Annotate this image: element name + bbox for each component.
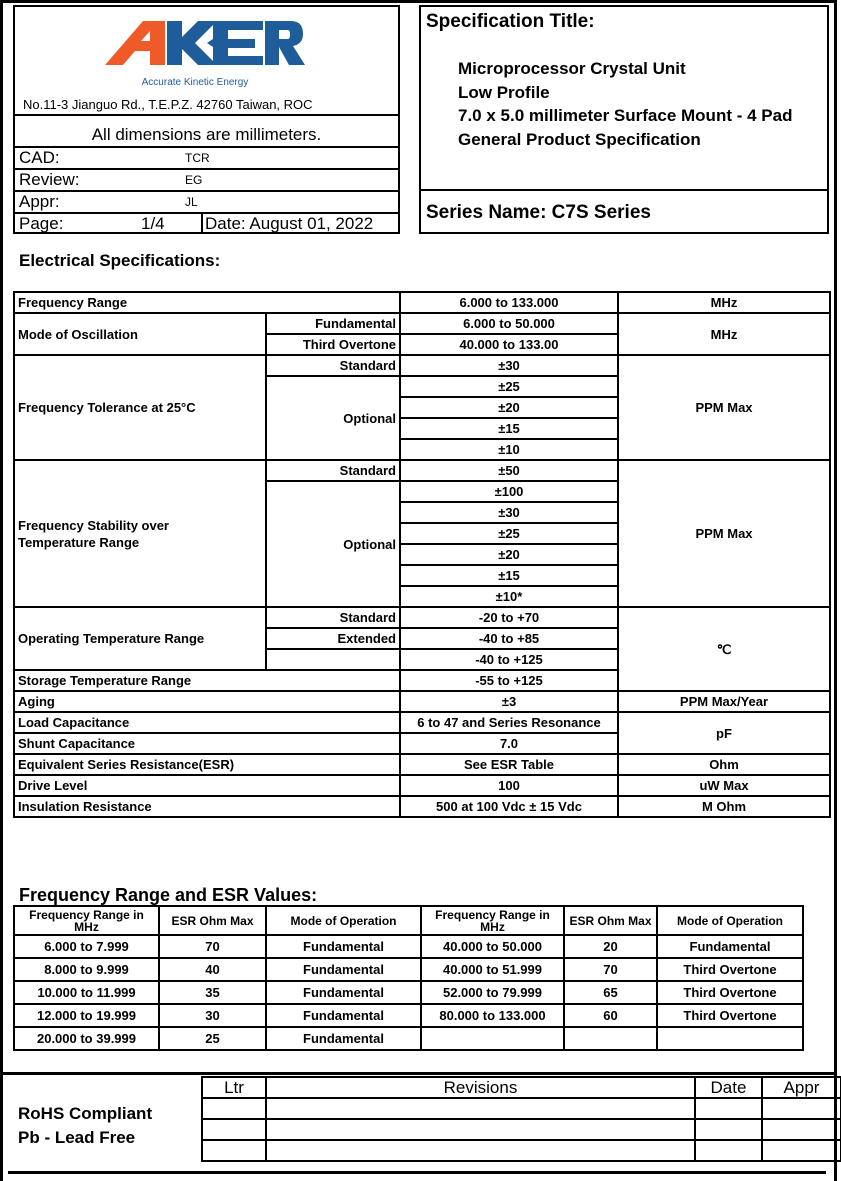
param-value: -40 to +85 <box>400 628 618 649</box>
table-cell <box>421 1027 564 1050</box>
table-cell <box>695 1098 762 1119</box>
table-cell: 10.000 to 11.999 <box>14 981 159 1004</box>
param-sub-label: Standard <box>266 355 400 376</box>
table-cell <box>695 1140 762 1161</box>
param-unit: uW Max <box>618 775 830 796</box>
param-label: Shunt Capacitance <box>14 733 400 754</box>
appr-value: JL <box>185 195 198 209</box>
param-sub-label: Fundamental <box>266 313 400 334</box>
table-row <box>14 1004 803 1027</box>
param-value: 6.000 to 133.000 <box>400 292 618 313</box>
table-row <box>14 775 830 796</box>
param-value: 100 <box>400 775 618 796</box>
column-header: Date <box>695 1077 762 1098</box>
param-label: Aging <box>14 691 400 712</box>
spec-title-line: 7.0 x 5.0 millimeter Surface Mount - 4 Pad <box>458 106 793 125</box>
appr-label: Appr: <box>19 192 60 211</box>
param-value: -40 to +125 <box>400 649 618 670</box>
param-label <box>14 460 266 607</box>
table-row <box>14 691 830 712</box>
param-value: ±30 <box>400 502 618 523</box>
param-value: ±20 <box>400 397 618 418</box>
table-header-row <box>202 1077 841 1098</box>
rohs-compliant-text: RoHS Compliant <box>18 1104 153 1123</box>
table-cell <box>202 1119 266 1140</box>
param-label-line: Frequency Stability over <box>18 517 169 533</box>
bottom-rule <box>8 1171 826 1174</box>
param-value: -20 to +70 <box>400 607 618 628</box>
electrical-specs-title: Electrical Specifications: <box>19 251 221 270</box>
divider <box>15 190 398 192</box>
table-cell <box>266 1119 695 1140</box>
param-value: 500 at 100 Vdc ± 15 Vdc <box>400 796 618 817</box>
param-sub-label: Standard <box>266 607 400 628</box>
param-value: ±15 <box>400 418 618 439</box>
cad-label: CAD: <box>19 148 60 167</box>
param-value: See ESR Table <box>400 754 618 775</box>
param-unit: MHz <box>618 313 830 355</box>
table-row <box>202 1098 841 1119</box>
table-cell: 70 <box>564 958 657 981</box>
spec-title-line: General Product Specification <box>458 129 701 149</box>
param-value: ±25 <box>400 376 618 397</box>
table-cell: Third Overtone <box>657 958 803 981</box>
table-cell: Fundamental <box>266 935 421 958</box>
column-header: Appr <box>762 1077 841 1098</box>
param-label: Frequency Range <box>14 292 400 313</box>
param-unit: PPM Max/Year <box>618 691 830 712</box>
param-value: ±50 <box>400 460 618 481</box>
esr-values-table <box>13 905 804 1051</box>
param-value: 40.000 to 133.00 <box>400 334 618 355</box>
table-row <box>14 981 803 1004</box>
table-cell <box>266 1140 695 1161</box>
table-cell: 70 <box>159 935 266 958</box>
table-row <box>14 796 830 817</box>
param-value: ±25 <box>400 523 618 544</box>
table-cell: Fundamental <box>657 935 803 958</box>
review-label: Review: <box>19 170 80 189</box>
param-unit: PPM Max <box>618 355 830 460</box>
table-row <box>14 935 803 958</box>
lead-free-text: Pb - Lead Free <box>18 1128 136 1147</box>
table-cell <box>762 1140 841 1161</box>
table-row <box>14 958 803 981</box>
param-value: ±10* <box>400 586 618 607</box>
column-header: ESR Ohm Max <box>564 906 657 935</box>
logo-tagline: Accurate Kinetic Energy <box>141 77 249 88</box>
param-sub-label: Third Overtone <box>266 334 400 355</box>
table-row <box>202 1119 841 1140</box>
compliance-notes <box>18 1102 152 1150</box>
param-value: ±100 <box>400 481 618 502</box>
param-label: Mode of Oscillation <box>14 313 266 355</box>
param-label: Storage Temperature Range <box>14 670 400 691</box>
column-header: Frequency Range in MHz <box>421 906 564 935</box>
param-value: 7.0 <box>400 733 618 754</box>
page-label: Page: <box>19 214 64 233</box>
table-cell: Fundamental <box>266 981 421 1004</box>
param-value: ±15 <box>400 565 618 586</box>
company-address: No.11-3 Jianguo Rd., T.E.P.Z. 42760 Taiwan, ROC <box>23 97 313 112</box>
table-cell: Fundamental <box>266 958 421 981</box>
column-header: Revisions <box>266 1077 695 1098</box>
param-value: 6 to 47 and Series Resonance <box>400 712 618 733</box>
table-cell <box>564 1027 657 1050</box>
param-sub-label: Optional <box>266 376 400 460</box>
spec-title-box <box>419 5 829 234</box>
table-row <box>14 313 830 334</box>
param-label: Equivalent Series Resistance(ESR) <box>14 754 400 775</box>
param-value: ±10 <box>400 439 618 460</box>
table-cell: 80.000 to 133.000 <box>421 1004 564 1027</box>
table-cell <box>266 1098 695 1119</box>
column-header: Mode of Operation <box>657 906 803 935</box>
table-cell: 20 <box>564 935 657 958</box>
spec-title-label: Specification Title: <box>426 11 595 32</box>
table-cell: 40 <box>159 958 266 981</box>
spec-title-lines <box>458 57 792 151</box>
table-cell <box>202 1140 266 1161</box>
aker-logo-icon <box>95 17 305 77</box>
param-value: ±20 <box>400 544 618 565</box>
param-label: Load Capacitance <box>14 712 400 733</box>
table-cell: 60 <box>564 1004 657 1027</box>
table-cell <box>762 1098 841 1119</box>
column-header: ESR Ohm Max <box>159 906 266 935</box>
param-label: Insulation Resistance <box>14 796 400 817</box>
table-header-row <box>14 906 803 935</box>
footer-divider <box>3 1072 834 1075</box>
param-unit: M Ohm <box>618 796 830 817</box>
param-label: Operating Temperature Range <box>14 607 266 670</box>
dimensions-note: All dimensions are millimeters. <box>91 125 322 144</box>
column-header: Ltr <box>202 1077 266 1098</box>
param-unit: MHz <box>618 292 830 313</box>
cad-value: TCR <box>185 151 210 165</box>
table-row <box>14 1027 803 1050</box>
page-number: 1/4 <box>141 214 165 233</box>
table-cell: Fundamental <box>266 1027 421 1050</box>
table-row <box>14 712 830 733</box>
table-cell <box>657 1027 803 1050</box>
table-cell <box>695 1119 762 1140</box>
table-cell: 12.000 to 19.999 <box>14 1004 159 1027</box>
param-sub-label: Extended <box>266 628 400 649</box>
esr-table-title: Frequency Range and ESR Values: <box>19 885 318 905</box>
spec-title-line: Low Profile <box>458 82 550 102</box>
electrical-specs-table <box>13 291 831 818</box>
table-cell: 40.000 to 50.000 <box>421 935 564 958</box>
review-value: EG <box>185 173 203 187</box>
table-cell: 65 <box>564 981 657 1004</box>
param-value: -55 to +125 <box>400 670 618 691</box>
table-row <box>14 292 830 313</box>
param-sub-label: Standard <box>266 460 400 481</box>
table-cell: 6.000 to 7.999 <box>14 935 159 958</box>
table-cell: 35 <box>159 981 266 1004</box>
company-info-box <box>13 5 400 234</box>
param-unit: PPM Max <box>618 460 830 607</box>
param-value: 6.000 to 50.000 <box>400 313 618 334</box>
spec-title-line: Microprocessor Crystal Unit <box>458 59 686 78</box>
divider <box>201 212 203 234</box>
table-row <box>14 460 830 481</box>
table-cell: 25 <box>159 1027 266 1050</box>
param-unit: pF <box>618 712 830 754</box>
param-value: ±3 <box>400 691 618 712</box>
param-sub-label: Optional <box>266 481 400 607</box>
table-cell: 40.000 to 51.999 <box>421 958 564 981</box>
table-cell: 8.000 to 9.999 <box>14 958 159 981</box>
table-cell: Fundamental <box>266 1004 421 1027</box>
aker-logo <box>95 17 295 92</box>
table-cell: 52.000 to 79.999 <box>421 981 564 1004</box>
param-label: Frequency Tolerance at 25°C <box>14 355 266 460</box>
param-unit: ℃ <box>618 607 830 691</box>
param-label: Drive Level <box>14 775 400 796</box>
table-cell: Third Overtone <box>657 981 803 1004</box>
revisions-table <box>201 1076 841 1162</box>
date-text: Date: August 01, 2022 <box>205 214 374 233</box>
table-cell <box>762 1119 841 1140</box>
param-label-line: Temperature Range <box>18 534 140 550</box>
table-cell: Third Overtone <box>657 1004 803 1027</box>
column-header: Frequency Range in MHz <box>14 906 159 935</box>
table-cell <box>202 1098 266 1119</box>
table-cell: 30 <box>159 1004 266 1027</box>
table-row <box>14 355 830 376</box>
divider <box>421 189 827 191</box>
param-unit: Ohm <box>618 754 830 775</box>
divider <box>15 114 398 116</box>
series-name: Series Name: C7S Series <box>426 202 651 223</box>
table-cell: 20.000 to 39.999 <box>14 1027 159 1050</box>
column-header: Mode of Operation <box>266 906 421 935</box>
param-sub-label <box>266 649 400 670</box>
table-row <box>14 607 830 628</box>
table-row <box>14 754 830 775</box>
param-value: ±30 <box>400 355 618 376</box>
divider <box>15 146 398 148</box>
table-row <box>202 1140 841 1161</box>
